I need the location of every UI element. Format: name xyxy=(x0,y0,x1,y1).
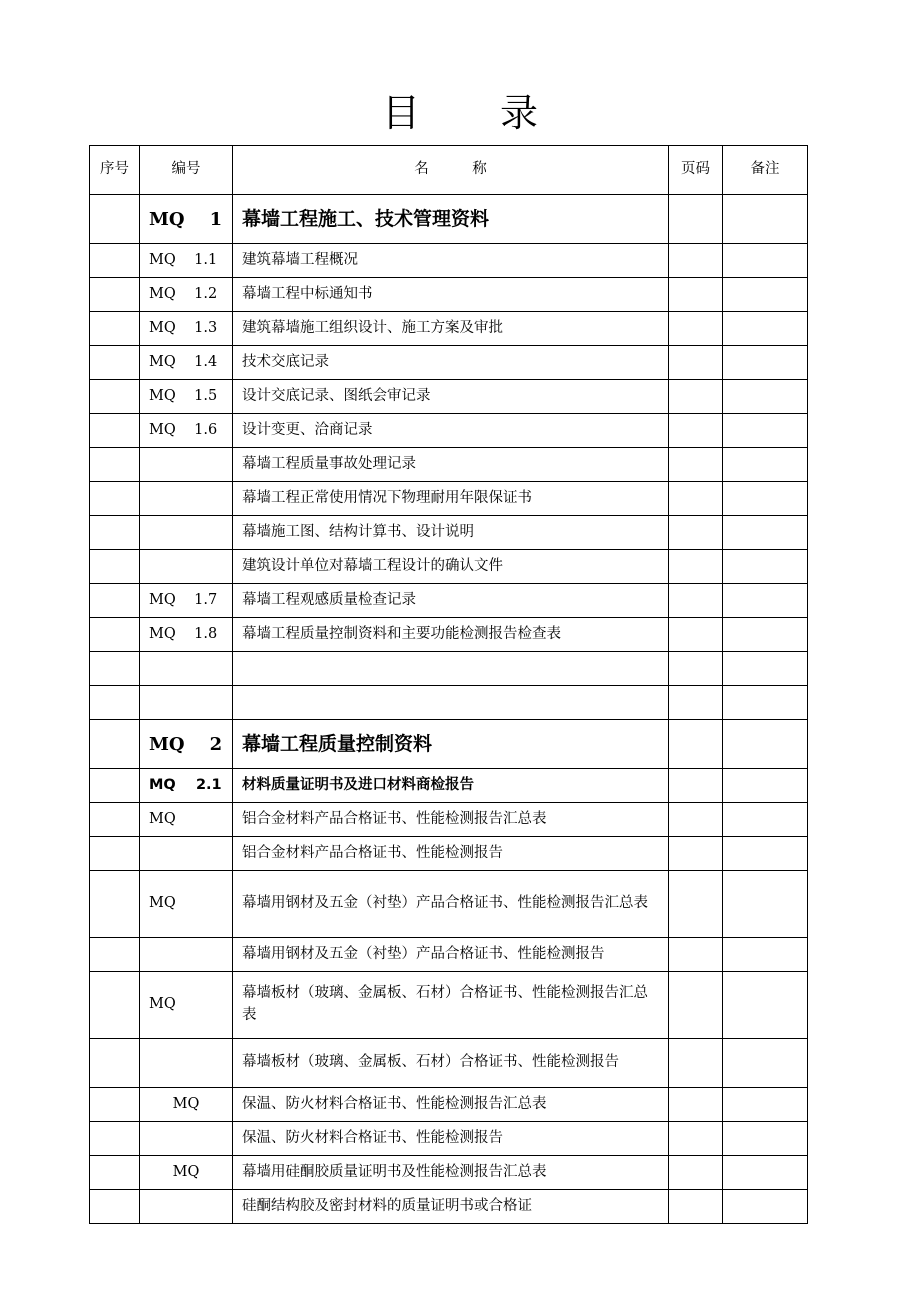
note-cell xyxy=(723,769,808,803)
toc-table xyxy=(89,145,808,1224)
note-cell xyxy=(723,1122,808,1156)
page-cell xyxy=(669,720,723,769)
table-row xyxy=(90,1156,808,1190)
note-cell xyxy=(723,871,808,938)
page-cell xyxy=(669,837,723,871)
table-row xyxy=(90,1088,808,1122)
page-cell xyxy=(669,871,723,938)
table-row xyxy=(90,1039,808,1088)
name-cell xyxy=(233,652,669,686)
seq-cell xyxy=(90,584,140,618)
note-cell xyxy=(723,1190,808,1224)
seq-cell xyxy=(90,938,140,972)
page-cell xyxy=(669,769,723,803)
note-cell xyxy=(723,686,808,720)
page-cell xyxy=(669,312,723,346)
name-cell: 铝合金材料产品合格证书、性能检测报告汇总表 xyxy=(233,803,669,837)
table-row xyxy=(90,346,808,380)
page-cell xyxy=(669,1190,723,1224)
note-cell xyxy=(723,1156,808,1190)
name-cell: 幕墙工程施工、技术管理资料 xyxy=(233,195,669,244)
code-cell xyxy=(140,652,233,686)
page-cell xyxy=(669,380,723,414)
note-cell xyxy=(723,312,808,346)
page-cell xyxy=(669,414,723,448)
code-cell: MQ xyxy=(140,1156,233,1190)
code-cell: MQ 1 xyxy=(140,195,233,244)
code-cell: MQ xyxy=(140,871,233,938)
name-cell: 幕墙用钢材及五金（衬垫）产品合格证书、性能检测报告 xyxy=(233,938,669,972)
note-cell xyxy=(723,584,808,618)
seq-cell xyxy=(90,837,140,871)
page-cell xyxy=(669,482,723,516)
seq-cell xyxy=(90,550,140,584)
table-row xyxy=(90,584,808,618)
table-row xyxy=(90,686,808,720)
seq-cell xyxy=(90,516,140,550)
name-cell: 幕墙用钢材及五金（衬垫）产品合格证书、性能检测报告汇总表 xyxy=(233,871,669,938)
table-row xyxy=(90,550,808,584)
name-cell: 设计交底记录、图纸会审记录 xyxy=(233,380,669,414)
seq-cell xyxy=(90,652,140,686)
table-row xyxy=(90,448,808,482)
section-row xyxy=(90,720,808,769)
seq-cell xyxy=(90,871,140,938)
code-cell: MQ 1.8 xyxy=(140,618,233,652)
note-cell xyxy=(723,195,808,244)
name-cell: 保温、防火材料合格证书、性能检测报告汇总表 xyxy=(233,1088,669,1122)
table-row xyxy=(90,972,808,1039)
page-cell xyxy=(669,686,723,720)
name-cell: 硅酮结构胶及密封材料的质量证明书或合格证 xyxy=(233,1190,669,1224)
seq-cell xyxy=(90,448,140,482)
code-cell: MQ 1.2 xyxy=(140,278,233,312)
seq-cell xyxy=(90,346,140,380)
code-cell: MQ 2 xyxy=(140,720,233,769)
page-cell xyxy=(669,346,723,380)
seq-cell xyxy=(90,482,140,516)
header-seq: 序号 xyxy=(90,146,140,195)
code-cell: MQ 1.6 xyxy=(140,414,233,448)
table-row xyxy=(90,1122,808,1156)
code-cell xyxy=(140,1190,233,1224)
header-code: 编号 xyxy=(140,146,233,195)
section-row xyxy=(90,195,808,244)
code-cell: MQ xyxy=(140,803,233,837)
name-cell: 幕墙用硅酮胶质量证明书及性能检测报告汇总表 xyxy=(233,1156,669,1190)
name-cell: 铝合金材料产品合格证书、性能检测报告 xyxy=(233,837,669,871)
seq-cell xyxy=(90,1088,140,1122)
code-cell: MQ 1.5 xyxy=(140,380,233,414)
name-cell: 幕墙工程质量事故处理记录 xyxy=(233,448,669,482)
note-cell xyxy=(723,618,808,652)
table-row xyxy=(90,516,808,550)
seq-cell xyxy=(90,380,140,414)
page-cell xyxy=(669,550,723,584)
seq-cell xyxy=(90,278,140,312)
page-cell xyxy=(669,584,723,618)
name-cell: 幕墙工程观感质量检查记录 xyxy=(233,584,669,618)
table-row xyxy=(90,482,808,516)
code-cell xyxy=(140,448,233,482)
page-cell xyxy=(669,195,723,244)
header-name: 名 称 xyxy=(233,146,669,195)
seq-cell xyxy=(90,312,140,346)
page-cell xyxy=(669,1122,723,1156)
header-row xyxy=(90,146,808,195)
table-row xyxy=(90,769,808,803)
seq-cell xyxy=(90,1122,140,1156)
seq-cell xyxy=(90,803,140,837)
code-cell: MQ 2.1 xyxy=(140,769,233,803)
note-cell xyxy=(723,244,808,278)
table-row xyxy=(90,380,808,414)
seq-cell xyxy=(90,618,140,652)
table-row xyxy=(90,278,808,312)
note-cell xyxy=(723,550,808,584)
header-note: 备注 xyxy=(723,146,808,195)
page-cell xyxy=(669,1156,723,1190)
code-cell: MQ 1.7 xyxy=(140,584,233,618)
seq-cell xyxy=(90,686,140,720)
note-cell xyxy=(723,380,808,414)
name-cell: 技术交底记录 xyxy=(233,346,669,380)
name-cell: 建筑幕墙施工组织设计、施工方案及审批 xyxy=(233,312,669,346)
note-cell xyxy=(723,972,808,1039)
note-cell xyxy=(723,938,808,972)
table-row xyxy=(90,1190,808,1224)
note-cell xyxy=(723,346,808,380)
seq-cell xyxy=(90,1156,140,1190)
table-row xyxy=(90,938,808,972)
page-cell xyxy=(669,1088,723,1122)
seq-cell xyxy=(90,1039,140,1088)
code-cell xyxy=(140,482,233,516)
note-cell xyxy=(723,1039,808,1088)
note-cell xyxy=(723,652,808,686)
name-cell: 幕墙板材（玻璃、金属板、石材）合格证书、性能检测报告 xyxy=(233,1039,669,1088)
seq-cell xyxy=(90,972,140,1039)
page-cell xyxy=(669,938,723,972)
name-cell: 幕墙工程正常使用情况下物理耐用年限保证书 xyxy=(233,482,669,516)
note-cell xyxy=(723,278,808,312)
note-cell xyxy=(723,837,808,871)
seq-cell xyxy=(90,1190,140,1224)
table-row xyxy=(90,837,808,871)
table-row xyxy=(90,803,808,837)
name-cell: 幕墙工程中标通知书 xyxy=(233,278,669,312)
page-cell xyxy=(669,278,723,312)
header-page: 页码 xyxy=(669,146,723,195)
title-char-2: 录 xyxy=(500,91,539,135)
page-cell xyxy=(669,652,723,686)
code-cell: MQ xyxy=(140,1088,233,1122)
seq-cell xyxy=(90,414,140,448)
page-cell xyxy=(669,803,723,837)
name-cell: 保温、防火材料合格证书、性能检测报告 xyxy=(233,1122,669,1156)
seq-cell xyxy=(90,244,140,278)
table-row xyxy=(90,871,808,938)
note-cell xyxy=(723,516,808,550)
name-cell xyxy=(233,686,669,720)
code-cell xyxy=(140,938,233,972)
note-cell xyxy=(723,482,808,516)
page-cell xyxy=(669,618,723,652)
code-cell: MQ xyxy=(140,972,233,1039)
table-row xyxy=(90,244,808,278)
page-cell xyxy=(669,244,723,278)
code-cell: MQ 1.1 xyxy=(140,244,233,278)
name-cell: 建筑设计单位对幕墙工程设计的确认文件 xyxy=(233,550,669,584)
page-cell xyxy=(669,1039,723,1088)
note-cell xyxy=(723,803,808,837)
table-row xyxy=(90,312,808,346)
table-row xyxy=(90,618,808,652)
seq-cell xyxy=(90,195,140,244)
page-cell xyxy=(669,516,723,550)
name-cell: 建筑幕墙工程概况 xyxy=(233,244,669,278)
page-cell xyxy=(669,972,723,1039)
code-cell xyxy=(140,686,233,720)
page-cell xyxy=(669,448,723,482)
title-char-1: 目 xyxy=(381,91,420,135)
name-cell: 材料质量证明书及进口材料商检报告 xyxy=(233,769,669,803)
code-cell: MQ 1.3 xyxy=(140,312,233,346)
name-cell: 幕墙板材（玻璃、金属板、石材）合格证书、性能检测报告汇总表 xyxy=(233,972,669,1039)
note-cell xyxy=(723,448,808,482)
code-cell xyxy=(140,550,233,584)
code-cell: MQ 1.4 xyxy=(140,346,233,380)
note-cell xyxy=(723,720,808,769)
name-cell: 幕墙施工图、结构计算书、设计说明 xyxy=(233,516,669,550)
code-cell xyxy=(140,1122,233,1156)
name-cell: 幕墙工程质量控制资料 xyxy=(233,720,669,769)
seq-cell xyxy=(90,769,140,803)
page-title xyxy=(0,82,920,137)
seq-cell xyxy=(90,720,140,769)
code-cell xyxy=(140,837,233,871)
code-cell xyxy=(140,516,233,550)
name-cell: 幕墙工程质量控制资料和主要功能检测报告检查表 xyxy=(233,618,669,652)
note-cell xyxy=(723,414,808,448)
name-cell: 设计变更、洽商记录 xyxy=(233,414,669,448)
note-cell xyxy=(723,1088,808,1122)
code-cell xyxy=(140,1039,233,1088)
table-row xyxy=(90,414,808,448)
table-row xyxy=(90,652,808,686)
